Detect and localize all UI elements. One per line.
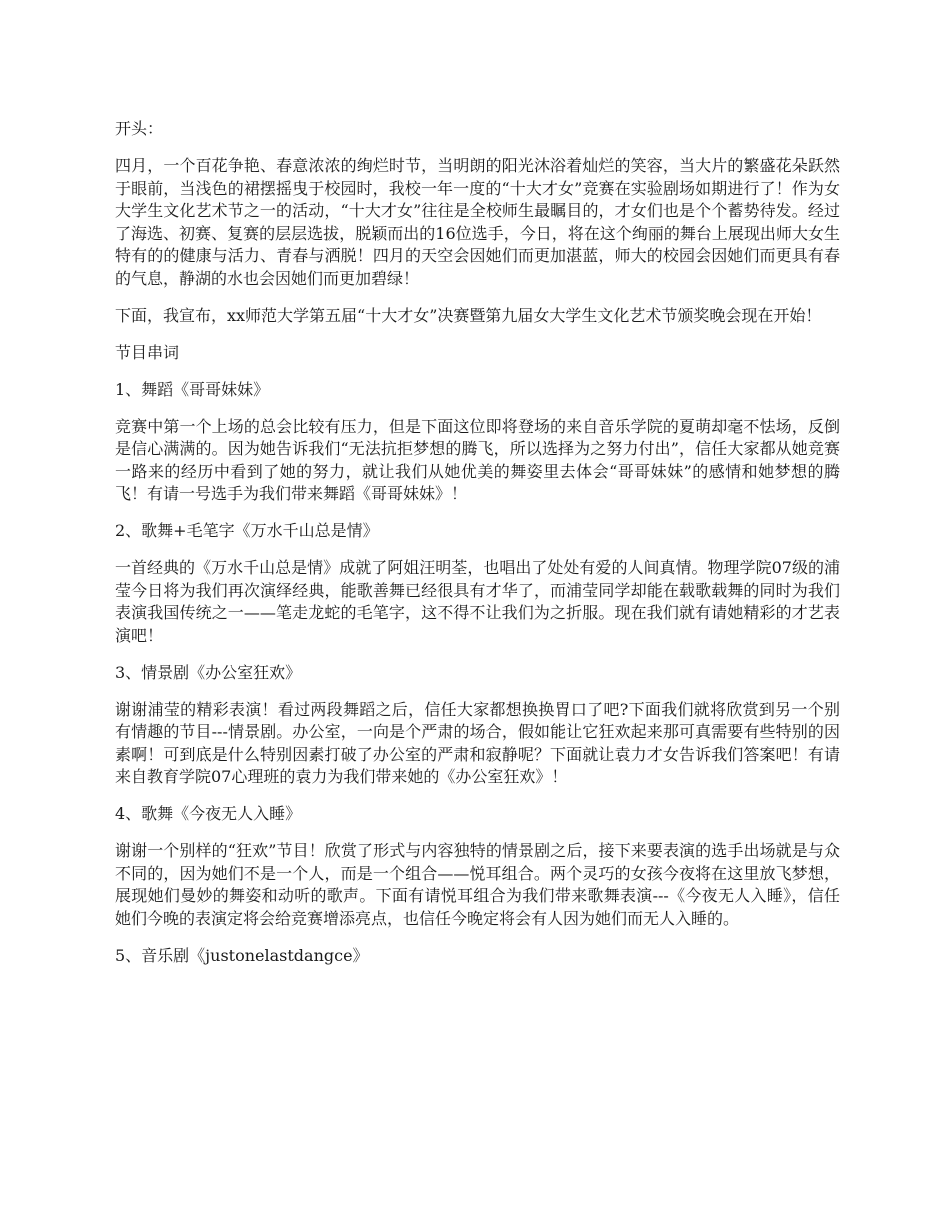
opening-label: 开头： (115, 119, 164, 138)
item-3-title: 3、情景剧《办公室狂欢》 (115, 662, 302, 682)
item-5-title: 5、音乐剧《justonelastdangce》 (115, 945, 369, 965)
announcement-paragraph: 下面，我宣布，xx师范大学第五届“十大才女”决赛暨第九届女大学生文化艺术节颁奖晚会现在开始！ (115, 305, 822, 325)
item-2-text: 一首经典的《万水千山总是情》成就了阿姐汪明荃，也唱出了处处有爱的人间真情。物理学院07级的浦莹今日将为我们再次演绎经典，能歌善舞已经很具有才华了，而浦莹同学却能在载歌载舞的同时为我们表演我国传统之一——笔走龙蛇的毛笔字，这不得不让我们为之折服。现在我们就有请她精彩的才艺表演吧！ (115, 558, 840, 645)
item-1-title: 1、舞蹈《哥哥妹妹》 (115, 379, 270, 399)
document-page (115, 118, 840, 982)
opening-paragraph: 四月，一个百花争艳、春意浓浓的绚烂时节，当明朗的阳光沐浴着灿烂的笑容，当大片的繁盛花朵跃然于眼前，当浅色的裙摆摇曳于校园时，我校一年一度的“十大才女”竞赛在实验剧场如期进行了！作为女大学生文化艺术节之一的活动，“十大才女”往往是全校师生最瞩目的，才女们也是个个蓄势待发。经过了海选、初赛、复赛的层层选拔，脱颖而出的16位选手，今日，将在这个绚丽的舞台上展现出师大女生特有的的健康与活力、青春与洒脱！四月的天空会因她们而更加湛蓝，师大的校园会因她们而更具有春的气息，静湖的水也会因她们而更加碧绿！ (115, 156, 840, 288)
item-2-title: 2、歌舞+毛笔字《万水千山总是情》 (115, 521, 379, 540)
item-1-text: 竞赛中第一个上场的总会比较有压力，但是下面这位即将登场的来自音乐学院的夏萌却毫不怯场，反倒是信心满满的。因为她告诉我们“无法抗拒梦想的腾飞，所以选择为之努力付出”，信任大家都从她竞赛一路来的经历中看到了她的努力，就让我们从她优美的舞姿里去体会“哥哥妹妹”的感情和她梦想的腾飞！有请一号选手为我们带来舞蹈《哥哥妹妹》！ (115, 416, 840, 503)
item-4-title: 4、歌舞《今夜无人入睡》 (115, 804, 302, 823)
program-label: 节目串词 (115, 342, 180, 362)
item-3-text: 谢谢浦莹的精彩表演！看过两段舞蹈之后，信任大家都想换换胃口了吧?下面我们就将欣赏到另一个别有情趣的节目---情景剧。办公室，一向是个严肃的场合，假如能让它狂欢起来那可真需要有些特别的因素啊！可到底是什么特别因素打破了办公室的严肃和寂静呢？下面就让袁力才女告诉我们答案吧！有请来自教育学院07心理班的袁力为我们带来她的《办公室狂欢》！ (115, 699, 840, 786)
item-4-text: 谢谢一个别样的“狂欢”节目！欣赏了形式与内容独特的情景剧之后，接下来要表演的选手出场就是与众不同的，因为她们不是一个人，而是一个组合——悦耳组合。两个灵巧的女孩今夜将在这里放飞梦想，展现她们曼妙的舞姿和动听的歌声。下面有请悦耳组合为我们带来歌舞表演---《今夜无人入睡》，信任她们今晚的表演定将会给竞赛增添亮点，也信任今晚定将会有人因为她们而无人入睡的。 (115, 841, 840, 928)
